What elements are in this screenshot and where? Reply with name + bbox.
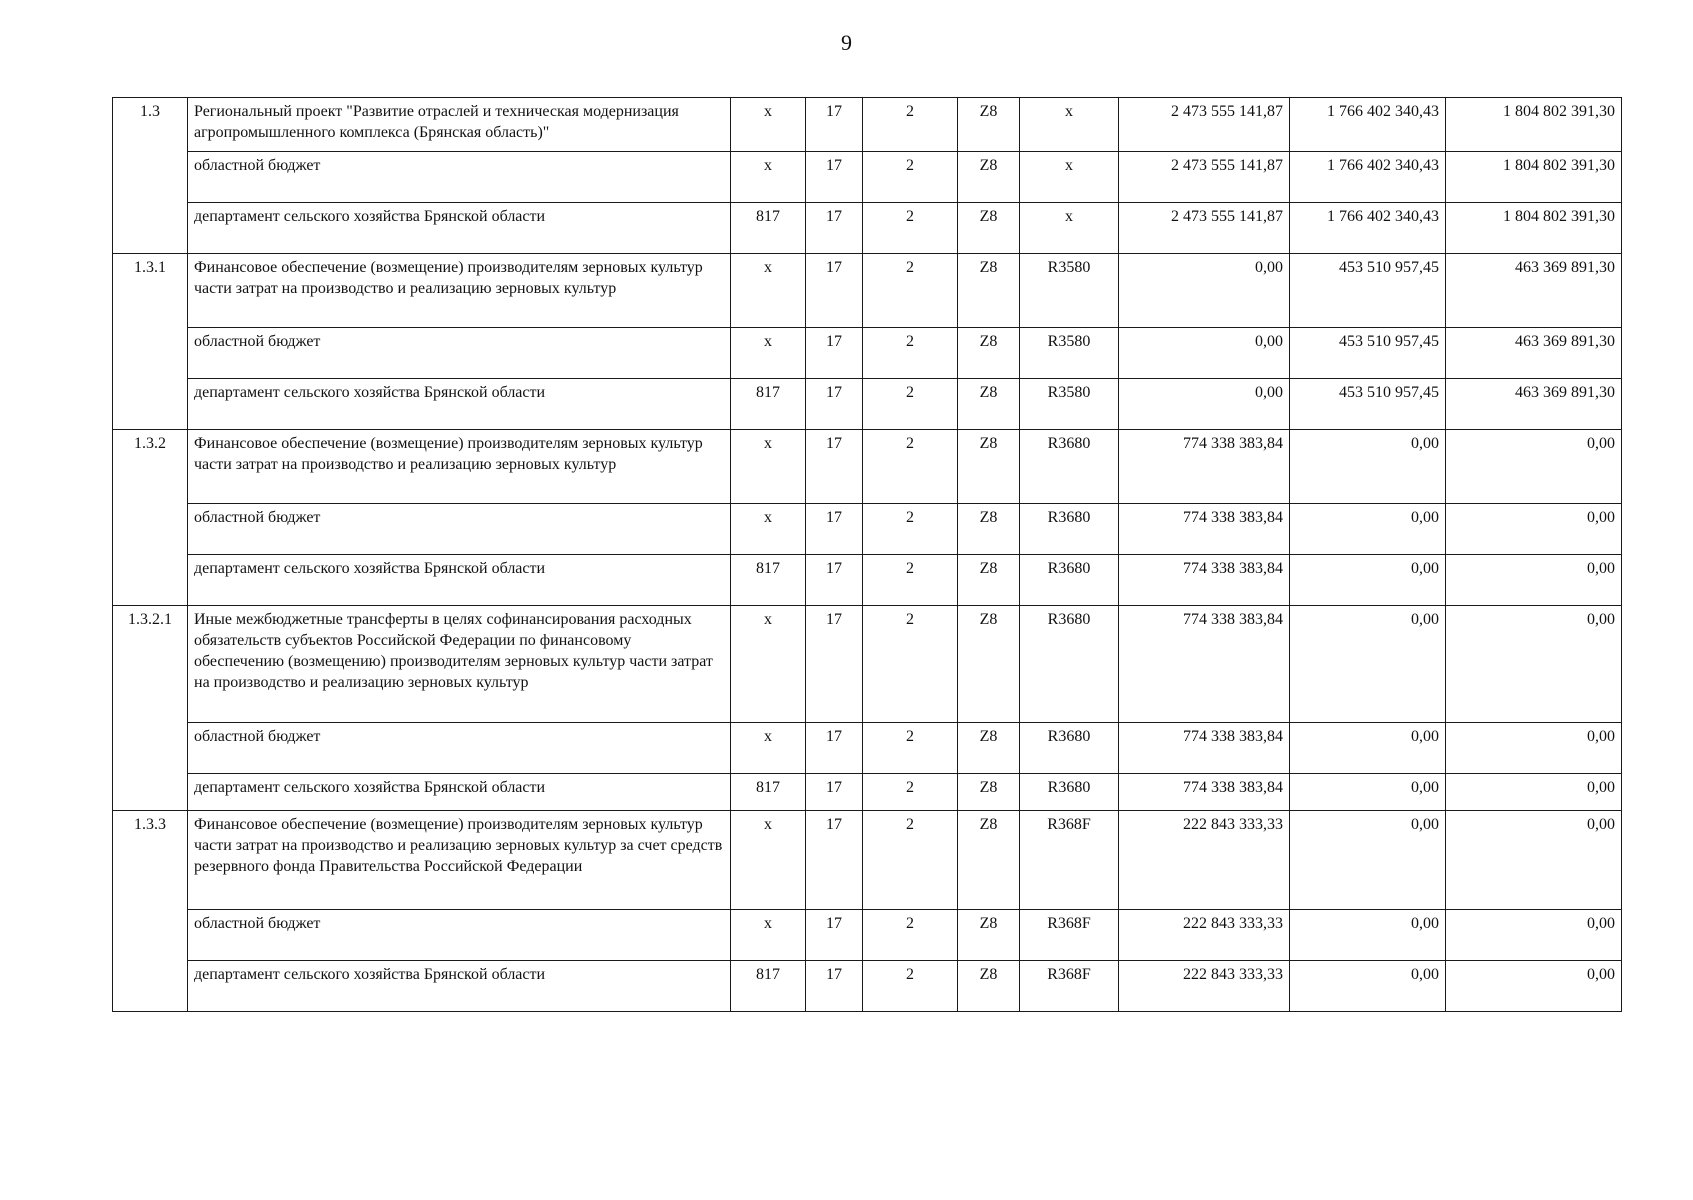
section-cell: 17 [806, 811, 863, 910]
project-code-cell: Z8 [958, 606, 1020, 723]
amount-year3-cell: 463 369 891,30 [1446, 328, 1622, 379]
amount-year2-cell: 0,00 [1290, 606, 1446, 723]
subsection-cell: 2 [863, 504, 958, 555]
amount-year3-cell: 1 804 802 391,30 [1446, 203, 1622, 254]
section-cell: 17 [806, 379, 863, 430]
amount-year1-cell: 222 843 333,33 [1119, 811, 1290, 910]
section-cell: 17 [806, 203, 863, 254]
subsection-cell: 2 [863, 774, 958, 811]
section-cell: 17 [806, 430, 863, 504]
amount-year3-cell: 0,00 [1446, 910, 1622, 961]
amount-year1-cell: 774 338 383,84 [1119, 723, 1290, 774]
row-name: областной бюджет [188, 328, 731, 379]
direction-code-cell: R368F [1020, 811, 1119, 910]
direction-code-cell: R3680 [1020, 723, 1119, 774]
amount-year1-cell: 774 338 383,84 [1119, 430, 1290, 504]
amount-year3-cell: 0,00 [1446, 774, 1622, 811]
page-number: 9 [841, 30, 852, 55]
grbs-cell: 817 [731, 555, 806, 606]
amount-year1-cell: 2 473 555 141,87 [1119, 98, 1290, 152]
project-code-cell: Z8 [958, 961, 1020, 1012]
row-name: Финансовое обеспечение (возмещение) производителям зерновых культур части затрат на производство и реализацию зерновых культур [188, 430, 731, 504]
grbs-cell: х [731, 430, 806, 504]
amount-year1-cell: 0,00 [1119, 328, 1290, 379]
section-cell: 17 [806, 504, 863, 555]
section-cell: 17 [806, 328, 863, 379]
amount-year2-cell: 0,00 [1290, 910, 1446, 961]
table-row [113, 379, 1622, 430]
table-row [113, 961, 1622, 1012]
amount-year1-cell: 774 338 383,84 [1119, 504, 1290, 555]
project-code-cell: Z8 [958, 328, 1020, 379]
row-name: Финансовое обеспечение (возмещение) производителям зерновых культур части затрат на производство и реализацию зерновых культур [188, 254, 731, 328]
amount-year2-cell: 0,00 [1290, 723, 1446, 774]
row-name: областной бюджет [188, 910, 731, 961]
table-row [113, 606, 1622, 723]
section-cell: 17 [806, 774, 863, 811]
grbs-cell: х [731, 254, 806, 328]
direction-code-cell: х [1020, 98, 1119, 152]
subsection-cell: 2 [863, 723, 958, 774]
grbs-cell: х [731, 723, 806, 774]
row-number: 1.3.2.1 [113, 606, 188, 811]
grbs-cell: х [731, 606, 806, 723]
amount-year3-cell: 0,00 [1446, 430, 1622, 504]
amount-year2-cell: 1 766 402 340,43 [1290, 152, 1446, 203]
amount-year2-cell: 0,00 [1290, 555, 1446, 606]
amount-year2-cell: 0,00 [1290, 430, 1446, 504]
amount-year1-cell: 774 338 383,84 [1119, 774, 1290, 811]
project-code-cell: Z8 [958, 504, 1020, 555]
grbs-cell: х [731, 504, 806, 555]
table-row [113, 504, 1622, 555]
row-number: 1.3.1 [113, 254, 188, 430]
table-row [113, 254, 1622, 328]
table-row [113, 328, 1622, 379]
table-row [113, 811, 1622, 910]
subsection-cell: 2 [863, 606, 958, 723]
row-name: областной бюджет [188, 504, 731, 555]
section-cell: 17 [806, 910, 863, 961]
direction-code-cell: R3680 [1020, 430, 1119, 504]
subsection-cell: 2 [863, 555, 958, 606]
subsection-cell: 2 [863, 98, 958, 152]
project-code-cell: Z8 [958, 203, 1020, 254]
table-row [113, 152, 1622, 203]
project-code-cell: Z8 [958, 152, 1020, 203]
amount-year1-cell: 774 338 383,84 [1119, 606, 1290, 723]
grbs-cell: х [731, 811, 806, 910]
row-name: департамент сельского хозяйства Брянской области [188, 555, 731, 606]
row-name: Финансовое обеспечение (возмещение) производителям зерновых культур части затрат на производство и реализацию зерновых культур за счет средств резервного фонда Правительства Российской Федерации [188, 811, 731, 910]
amount-year2-cell: 1 766 402 340,43 [1290, 203, 1446, 254]
direction-code-cell: R3580 [1020, 328, 1119, 379]
row-name: Иные межбюджетные трансферты в целях софинансирования расходных обязательств субъектов Российской Федерации по финансовому обеспечению (возмещению) производителям зерновых культур части затрат на производство и реализацию зерновых культур [188, 606, 731, 723]
amount-year1-cell: 2 473 555 141,87 [1119, 152, 1290, 203]
table-row [113, 203, 1622, 254]
direction-code-cell: R368F [1020, 910, 1119, 961]
budget-table [112, 97, 1622, 1012]
amount-year1-cell: 222 843 333,33 [1119, 961, 1290, 1012]
section-cell: 17 [806, 555, 863, 606]
amount-year3-cell: 1 804 802 391,30 [1446, 98, 1622, 152]
amount-year3-cell: 463 369 891,30 [1446, 379, 1622, 430]
row-name: департамент сельского хозяйства Брянской области [188, 379, 731, 430]
row-number: 1.3.3 [113, 811, 188, 1012]
table-row [113, 723, 1622, 774]
grbs-cell: х [731, 98, 806, 152]
amount-year2-cell: 453 510 957,45 [1290, 328, 1446, 379]
direction-code-cell: R3580 [1020, 254, 1119, 328]
table-row [113, 430, 1622, 504]
amount-year1-cell: 222 843 333,33 [1119, 910, 1290, 961]
direction-code-cell: R3680 [1020, 504, 1119, 555]
subsection-cell: 2 [863, 254, 958, 328]
subsection-cell: 2 [863, 152, 958, 203]
amount-year3-cell: 0,00 [1446, 811, 1622, 910]
amount-year3-cell: 0,00 [1446, 606, 1622, 723]
direction-code-cell: R368F [1020, 961, 1119, 1012]
direction-code-cell: х [1020, 152, 1119, 203]
row-name: областной бюджет [188, 723, 731, 774]
project-code-cell: Z8 [958, 811, 1020, 910]
amount-year1-cell: 0,00 [1119, 254, 1290, 328]
row-name: департамент сельского хозяйства Брянской области [188, 774, 731, 811]
amount-year2-cell: 0,00 [1290, 811, 1446, 910]
section-cell: 17 [806, 152, 863, 203]
direction-code-cell: х [1020, 203, 1119, 254]
row-number: 1.3 [113, 98, 188, 254]
amount-year3-cell: 0,00 [1446, 723, 1622, 774]
project-code-cell: Z8 [958, 379, 1020, 430]
project-code-cell: Z8 [958, 254, 1020, 328]
row-name: Региональный проект "Развитие отраслей и техническая модернизация агропромышленного комплекса (Брянская область)" [188, 98, 731, 152]
subsection-cell: 2 [863, 430, 958, 504]
row-number: 1.3.2 [113, 430, 188, 606]
direction-code-cell: R3580 [1020, 379, 1119, 430]
amount-year2-cell: 0,00 [1290, 774, 1446, 811]
grbs-cell: 817 [731, 379, 806, 430]
amount-year3-cell: 1 804 802 391,30 [1446, 152, 1622, 203]
row-name: областной бюджет [188, 152, 731, 203]
amount-year1-cell: 774 338 383,84 [1119, 555, 1290, 606]
subsection-cell: 2 [863, 910, 958, 961]
grbs-cell: х [731, 328, 806, 379]
table-body [113, 98, 1622, 1012]
subsection-cell: 2 [863, 811, 958, 910]
project-code-cell: Z8 [958, 430, 1020, 504]
grbs-cell: х [731, 910, 806, 961]
amount-year2-cell: 0,00 [1290, 504, 1446, 555]
direction-code-cell: R3680 [1020, 774, 1119, 811]
grbs-cell: 817 [731, 203, 806, 254]
section-cell: 17 [806, 723, 863, 774]
grbs-cell: 817 [731, 961, 806, 1012]
direction-code-cell: R3680 [1020, 555, 1119, 606]
subsection-cell: 2 [863, 961, 958, 1012]
amount-year1-cell: 2 473 555 141,87 [1119, 203, 1290, 254]
table-row [113, 774, 1622, 811]
subsection-cell: 2 [863, 203, 958, 254]
amount-year2-cell: 1 766 402 340,43 [1290, 98, 1446, 152]
project-code-cell: Z8 [958, 555, 1020, 606]
amount-year1-cell: 0,00 [1119, 379, 1290, 430]
grbs-cell: 817 [731, 774, 806, 811]
amount-year2-cell: 453 510 957,45 [1290, 254, 1446, 328]
section-cell: 17 [806, 606, 863, 723]
project-code-cell: Z8 [958, 98, 1020, 152]
row-name: департамент сельского хозяйства Брянской области [188, 961, 731, 1012]
amount-year3-cell: 463 369 891,30 [1446, 254, 1622, 328]
amount-year3-cell: 0,00 [1446, 555, 1622, 606]
table-row [113, 555, 1622, 606]
amount-year2-cell: 0,00 [1290, 961, 1446, 1012]
section-cell: 17 [806, 254, 863, 328]
subsection-cell: 2 [863, 379, 958, 430]
amount-year2-cell: 453 510 957,45 [1290, 379, 1446, 430]
section-cell: 17 [806, 961, 863, 1012]
table-row [113, 98, 1622, 152]
amount-year3-cell: 0,00 [1446, 504, 1622, 555]
amount-year3-cell: 0,00 [1446, 961, 1622, 1012]
project-code-cell: Z8 [958, 910, 1020, 961]
project-code-cell: Z8 [958, 723, 1020, 774]
direction-code-cell: R3680 [1020, 606, 1119, 723]
table-row [113, 910, 1622, 961]
section-cell: 17 [806, 98, 863, 152]
project-code-cell: Z8 [958, 774, 1020, 811]
subsection-cell: 2 [863, 328, 958, 379]
row-name: департамент сельского хозяйства Брянской области [188, 203, 731, 254]
grbs-cell: х [731, 152, 806, 203]
